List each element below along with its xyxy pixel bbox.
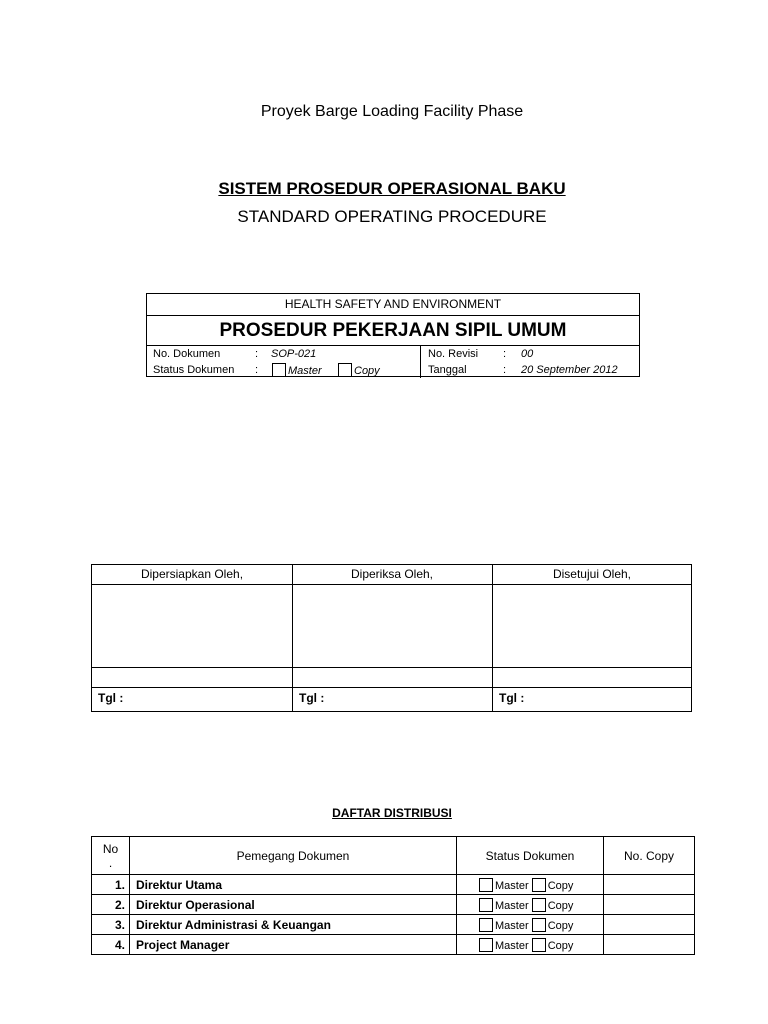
distribution-title: DAFTAR DISTRIBUSI: [332, 806, 452, 820]
column-divider: [492, 565, 493, 711]
row-divider: [92, 584, 691, 585]
row-copy-no: [604, 935, 695, 955]
row-holder: Project Manager: [130, 935, 457, 955]
row-number: 3.: [92, 915, 130, 935]
row-holder: Direktur Administrasi & Keuangan: [130, 915, 457, 935]
category-label: HEALTH SAFETY AND ENVIRONMENT: [147, 294, 639, 316]
checked-by-header: Diperiksa Oleh,: [350, 567, 434, 581]
copy-checkbox[interactable]: [532, 918, 546, 932]
colon: :: [255, 348, 259, 360]
row-divider: [92, 687, 691, 688]
table-row: [92, 875, 695, 895]
master-checkbox[interactable]: [479, 898, 493, 912]
sop-subtitle: STANDARD OPERATING PROCEDURE: [237, 207, 547, 226]
colon: :: [503, 364, 507, 376]
master-label: Master: [495, 939, 529, 952]
procedure-title: PROSEDUR PEKERJAAN SIPIL UMUM: [147, 316, 639, 346]
project-title: Proyek Barge Loading Facility Phase: [260, 103, 524, 120]
master-checkbox[interactable]: [479, 918, 493, 932]
tanggal-label: Tanggal: [428, 364, 467, 376]
approval-table: [91, 564, 692, 712]
document-meta: [147, 346, 639, 378]
copy-checkbox[interactable]: [532, 878, 546, 892]
header-holder: Pemegang Dokumen: [130, 837, 457, 875]
row-copy-no: [604, 875, 695, 895]
copy-checkbox[interactable]: [532, 898, 546, 912]
master-label: Master: [495, 899, 529, 912]
copy-label: Copy: [547, 879, 574, 892]
colon: :: [255, 364, 259, 376]
row-holder: Direktur Operasional: [130, 895, 457, 915]
copy-checkbox[interactable]: [532, 938, 546, 952]
approved-by-header: Disetujui Oleh,: [552, 567, 632, 581]
row-status: [457, 895, 604, 915]
table-row: [92, 935, 695, 955]
colon: :: [503, 348, 507, 360]
row-number: 2.: [92, 895, 130, 915]
table-row: [92, 915, 695, 935]
tanggal-value: 20 September 2012: [521, 364, 618, 376]
row-number: 4.: [92, 935, 130, 955]
table-header-row: [92, 837, 695, 875]
distribution-table: [91, 836, 695, 955]
master-checkbox[interactable]: [479, 938, 493, 952]
sop-title: SISTEM PROSEDUR OPERASIONAL BAKU: [218, 179, 566, 198]
header-copy-no: No. Copy: [604, 837, 695, 875]
no-dokumen-value: SOP-021: [271, 348, 317, 360]
status-dokumen-label: Status Dokumen: [153, 364, 235, 376]
header-status: Status Dokumen: [457, 837, 604, 875]
copy-label: Copy: [547, 899, 574, 912]
master-checkbox[interactable]: [272, 363, 286, 377]
prepared-by-header: Dipersiapkan Oleh,: [140, 567, 244, 581]
column-divider: [292, 565, 293, 711]
approved-date-label: Tgl :: [499, 691, 525, 705]
no-revisi-label: No. Revisi: [428, 348, 479, 360]
copy-label: Copy: [354, 365, 380, 377]
copy-checkbox[interactable]: [338, 363, 352, 377]
row-copy-no: [604, 895, 695, 915]
master-checkbox[interactable]: [479, 878, 493, 892]
row-divider: [92, 667, 691, 668]
prepared-date-label: Tgl :: [98, 691, 124, 705]
row-copy-no: [604, 915, 695, 935]
document-header-box: [146, 293, 640, 377]
table-row: [92, 895, 695, 915]
status-master-option[interactable]: [272, 363, 322, 378]
checked-date-label: Tgl :: [299, 691, 325, 705]
no-revisi-value: 00: [521, 348, 534, 360]
header-no: No .: [92, 837, 130, 875]
row-holder: Direktur Utama: [130, 875, 457, 895]
copy-label: Copy: [547, 919, 574, 932]
master-label: Master: [495, 879, 529, 892]
row-status: [457, 915, 604, 935]
row-number: 1.: [92, 875, 130, 895]
no-dokumen-label: No. Dokumen: [153, 348, 221, 360]
master-label: Master: [288, 365, 322, 377]
meta-divider: [420, 346, 421, 378]
row-status: [457, 935, 604, 955]
status-copy-option[interactable]: [338, 363, 380, 378]
copy-label: Copy: [547, 939, 574, 952]
row-status: [457, 875, 604, 895]
master-label: Master: [495, 919, 529, 932]
